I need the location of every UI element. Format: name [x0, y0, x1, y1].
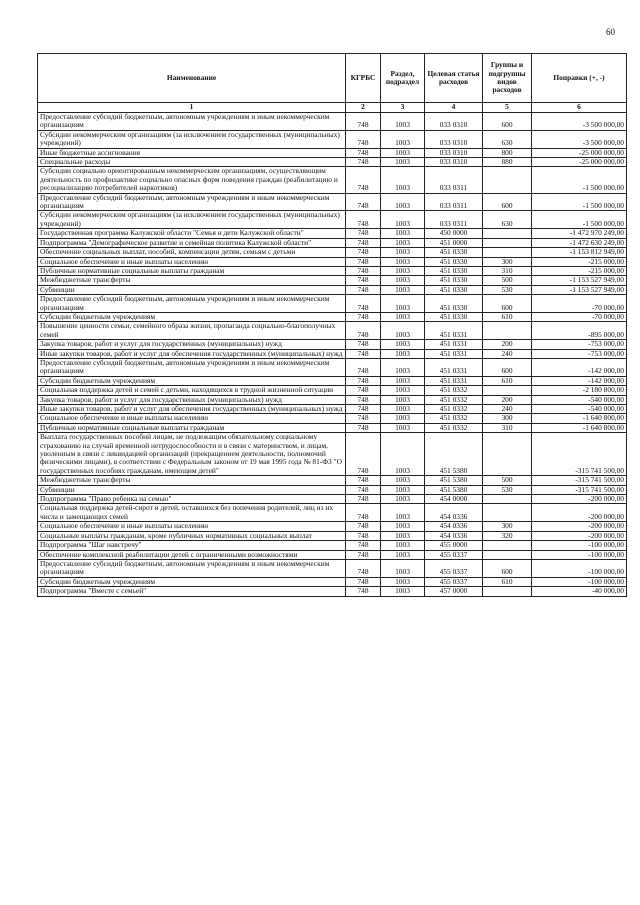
row-amount: -2 180 800,00: [532, 386, 627, 395]
row-name: Подпрограмма "Демографическое развитие и семейная политика Калужской области": [38, 238, 346, 247]
row-amount: -1 153 527 949,00: [532, 276, 627, 285]
row-expense-group: 500: [483, 276, 532, 285]
row-target-article: 454 0336: [425, 522, 483, 531]
row-target-article: 454 0336: [425, 531, 483, 540]
row-target-article: 451 0332: [425, 423, 483, 432]
row-razdel: 1003: [381, 577, 425, 586]
row-amount: -100 000,00: [532, 550, 627, 559]
row-expense-group: [483, 238, 532, 247]
table-row: [38, 541, 627, 550]
row-kgrbs: 748: [346, 193, 381, 211]
row-amount: -142 000,00: [532, 358, 627, 376]
row-expense-group: 610: [483, 577, 532, 586]
column-number: 5: [483, 103, 532, 113]
row-name: Предоставление субсидий бюджетным, автономным учреждениям и иным некоммерческим организациям: [38, 113, 346, 131]
row-expense-group: 530: [483, 285, 532, 294]
row-expense-group: 200: [483, 340, 532, 349]
row-razdel: 1003: [381, 405, 425, 414]
row-amount: -1 472 970 249,00: [532, 229, 627, 238]
row-kgrbs: 748: [346, 531, 381, 540]
row-target-article: 451 0330: [425, 285, 483, 294]
row-expense-group: [483, 248, 532, 257]
row-expense-group: 630: [483, 130, 532, 148]
table-row: [38, 358, 627, 376]
row-expense-group: 320: [483, 531, 532, 540]
row-kgrbs: 748: [346, 158, 381, 167]
page-number: 60: [606, 27, 615, 37]
row-expense-group: 300: [483, 522, 532, 531]
row-amount: -25 000 000,00: [532, 158, 627, 167]
row-razdel: 1003: [381, 504, 425, 522]
row-target-article: 451 0330: [425, 295, 483, 313]
row-kgrbs: 748: [346, 257, 381, 266]
row-kgrbs: 748: [346, 476, 381, 485]
row-razdel: 1003: [381, 167, 425, 193]
row-amount: -1 153 812 949,00: [532, 248, 627, 257]
row-kgrbs: 748: [346, 229, 381, 238]
table-row: [38, 322, 627, 340]
row-expense-group: 240: [483, 405, 532, 414]
row-expense-group: 310: [483, 423, 532, 432]
row-razdel: 1003: [381, 414, 425, 423]
row-kgrbs: 748: [346, 148, 381, 157]
row-kgrbs: 748: [346, 376, 381, 385]
row-amount: -540 000,00: [532, 405, 627, 414]
column-number: 1: [38, 103, 346, 113]
row-razdel: 1003: [381, 295, 425, 313]
row-kgrbs: 748: [346, 349, 381, 358]
table-row: [38, 193, 627, 211]
row-name: Социальное обеспечение и иные выплаты населению: [38, 414, 346, 423]
row-kgrbs: 748: [346, 248, 381, 257]
row-name: Публичные нормативные социальные выплаты гражданам: [38, 423, 346, 432]
row-kgrbs: 748: [346, 276, 381, 285]
row-name: Закупка товаров, работ и услуг для государственных (муниципальных) нужд: [38, 395, 346, 404]
row-name: Субсидии бюджетным учреждениям: [38, 376, 346, 385]
row-target-article: 451 5380: [425, 485, 483, 494]
row-amount: -1 640 800,00: [532, 423, 627, 432]
table-row: [38, 276, 627, 285]
row-amount: -200 000,00: [532, 495, 627, 504]
row-kgrbs: 748: [346, 130, 381, 148]
row-expense-group: 880: [483, 158, 532, 167]
row-target-article: 033 0311: [425, 193, 483, 211]
row-name: Предоставление субсидий бюджетным, автономным учреждениям и иным некоммерческим организациям: [38, 358, 346, 376]
row-razdel: 1003: [381, 349, 425, 358]
row-target-article: 455 0337: [425, 577, 483, 586]
row-razdel: 1003: [381, 248, 425, 257]
row-name: Социальная поддержка детей-сирот и детей, оставшихся без попечения родителей, лиц из их числа и замещающих семей: [38, 504, 346, 522]
row-target-article: 033 0310: [425, 130, 483, 148]
row-kgrbs: 748: [346, 414, 381, 423]
row-name: Субсидии социально ориентированным некоммерческим организациям, осуществляющим деятельность по профилактике социально опасных форм поведения граждан (реабилитацию и ресоциализацию потребителей наркотиков): [38, 167, 346, 193]
table-row: [38, 167, 627, 193]
row-name: Субвенции: [38, 285, 346, 294]
row-razdel: 1003: [381, 559, 425, 577]
row-razdel: 1003: [381, 158, 425, 167]
row-expense-group: [483, 541, 532, 550]
row-expense-group: [483, 550, 532, 559]
row-expense-group: 300: [483, 257, 532, 266]
row-name: Обеспечение комплексной реабилитации детей с ограниченными возможностями: [38, 550, 346, 559]
row-kgrbs: 748: [346, 541, 381, 550]
row-target-article: 451 0332: [425, 386, 483, 395]
row-razdel: 1003: [381, 340, 425, 349]
row-kgrbs: 748: [346, 386, 381, 395]
row-name: Выплата государственных пособий лицам, не подлежащим обязательному социальному страхованию на случай временной нетрудоспособности и в связи с материнством, и лицам, уволенным в связи с ликвидацией организаций (прекращением деятельности, полномочий физическими лицами), в соответствии с Федеральным законом от 19 мая 1995 года № 81-ФЗ "О государственных пособиях гражданам, имеющим детей": [38, 433, 346, 476]
row-name: Специальные расходы: [38, 158, 346, 167]
table-row: [38, 248, 627, 257]
row-kgrbs: 748: [346, 211, 381, 229]
row-razdel: 1003: [381, 312, 425, 321]
row-target-article: 033 0311: [425, 167, 483, 193]
row-razdel: 1003: [381, 322, 425, 340]
row-razdel: 1003: [381, 358, 425, 376]
row-kgrbs: 748: [346, 340, 381, 349]
row-razdel: 1003: [381, 257, 425, 266]
row-razdel: 1003: [381, 587, 425, 596]
row-amount: -215 000,00: [532, 266, 627, 275]
row-amount: -753 000,00: [532, 340, 627, 349]
row-expense-group: [483, 386, 532, 395]
row-target-article: 451 0331: [425, 376, 483, 385]
row-target-article: 450 0000: [425, 229, 483, 238]
row-name: Социальное обеспечение и иные выплаты населению: [38, 257, 346, 266]
header-razdel: Раздел, подраздел: [381, 54, 425, 103]
row-amount: -100 000,00: [532, 541, 627, 550]
row-amount: -200 000,00: [532, 504, 627, 522]
row-target-article: 451 0332: [425, 405, 483, 414]
row-target-article: 451 0330: [425, 276, 483, 285]
row-target-article: 033 0310: [425, 113, 483, 131]
row-kgrbs: 748: [346, 167, 381, 193]
row-expense-group: 610: [483, 376, 532, 385]
row-target-article: 454 0336: [425, 504, 483, 522]
row-name: Государственная программа Калужской области "Семья и дети Калужской области": [38, 229, 346, 238]
row-kgrbs: 748: [346, 358, 381, 376]
row-amount: -3 500 000,00: [532, 130, 627, 148]
row-name: Межбюджетные трансферты: [38, 276, 346, 285]
row-target-article: 455 0337: [425, 559, 483, 577]
row-razdel: 1003: [381, 193, 425, 211]
table-row: [38, 433, 627, 476]
row-kgrbs: 748: [346, 295, 381, 313]
header-target-article: Целевая статья расходов: [425, 54, 483, 103]
row-razdel: 1003: [381, 148, 425, 157]
row-name: Публичные нормативные социальные выплаты гражданам: [38, 266, 346, 275]
row-kgrbs: 748: [346, 405, 381, 414]
table-row: [38, 148, 627, 157]
row-razdel: 1003: [381, 238, 425, 247]
column-number: 6: [532, 103, 627, 113]
header-expense-group: Группы и подгруппы видов расходов: [483, 54, 532, 103]
table-header-row: [38, 54, 627, 103]
row-expense-group: 240: [483, 349, 532, 358]
row-amount: -1 500 000,00: [532, 167, 627, 193]
row-name: Подпрограмма "Шаг навстречу": [38, 541, 346, 550]
row-kgrbs: 748: [346, 522, 381, 531]
row-expense-group: [483, 495, 532, 504]
row-expense-group: 600: [483, 559, 532, 577]
row-target-article: 451 5380: [425, 433, 483, 476]
header-amendments: Поправки (+, -): [532, 54, 627, 103]
row-razdel: 1003: [381, 276, 425, 285]
row-kgrbs: 748: [346, 113, 381, 131]
row-razdel: 1003: [381, 386, 425, 395]
row-kgrbs: 748: [346, 238, 381, 247]
row-target-article: 451 0330: [425, 248, 483, 257]
row-target-article: 033 0310: [425, 158, 483, 167]
row-expense-group: 600: [483, 295, 532, 313]
row-kgrbs: 748: [346, 312, 381, 321]
column-number-row: [38, 103, 627, 113]
row-razdel: 1003: [381, 433, 425, 476]
row-kgrbs: 748: [346, 266, 381, 275]
row-amount: -100 000,00: [532, 559, 627, 577]
row-target-article: 033 0311: [425, 211, 483, 229]
row-razdel: 1003: [381, 485, 425, 494]
row-name: Предоставление субсидий бюджетным, автономным учреждениям и иным некоммерческим организациям: [38, 193, 346, 211]
table-row: [38, 113, 627, 131]
table-row: [38, 130, 627, 148]
row-razdel: 1003: [381, 130, 425, 148]
row-razdel: 1003: [381, 266, 425, 275]
row-amount: -1 500 000,00: [532, 211, 627, 229]
row-expense-group: [483, 322, 532, 340]
row-amount: -315 741 500,00: [532, 433, 627, 476]
row-amount: -540 000,00: [532, 395, 627, 404]
row-razdel: 1003: [381, 376, 425, 385]
row-kgrbs: 748: [346, 322, 381, 340]
row-target-article: 451 0000: [425, 238, 483, 247]
row-name: Иные бюджетные ассигнования: [38, 148, 346, 157]
column-number: 2: [346, 103, 381, 113]
column-number: 4: [425, 103, 483, 113]
row-amount: -25 000 000,00: [532, 148, 627, 157]
row-razdel: 1003: [381, 113, 425, 131]
row-amount: -1 640 800,00: [532, 414, 627, 423]
row-name: Социальные выплаты гражданам, кроме публичных нормативных социальных выплат: [38, 531, 346, 540]
row-amount: -200 000,00: [532, 522, 627, 531]
row-expense-group: [483, 433, 532, 476]
budget-amendments-table: [37, 53, 627, 597]
table-row: [38, 476, 627, 485]
row-kgrbs: 748: [346, 485, 381, 494]
row-target-article: 455 0337: [425, 550, 483, 559]
row-amount: -70 000,00: [532, 312, 627, 321]
row-name: Предоставление субсидий бюджетным, автономным учреждениям и иным некоммерческим организациям: [38, 559, 346, 577]
row-name: Иные закупки товаров, работ и услуг для обеспечения государственных (муниципальных) нужд: [38, 349, 346, 358]
table-row: [38, 522, 627, 531]
row-target-article: 451 0331: [425, 349, 483, 358]
row-amount: -215 000,00: [532, 257, 627, 266]
row-kgrbs: 748: [346, 495, 381, 504]
row-kgrbs: 748: [346, 423, 381, 432]
table-row: [38, 550, 627, 559]
row-amount: -895 000,00: [532, 322, 627, 340]
row-target-article: 451 0331: [425, 340, 483, 349]
row-kgrbs: 748: [346, 433, 381, 476]
row-expense-group: [483, 504, 532, 522]
row-kgrbs: 748: [346, 550, 381, 559]
row-amount: -70 000,00: [532, 295, 627, 313]
table-row: [38, 559, 627, 577]
table-row: [38, 386, 627, 395]
row-expense-group: 600: [483, 113, 532, 131]
header-kgrbs: КГРБС: [346, 54, 381, 103]
row-target-article: 451 0330: [425, 312, 483, 321]
row-razdel: 1003: [381, 541, 425, 550]
row-target-article: 033 0310: [425, 148, 483, 157]
row-kgrbs: 748: [346, 504, 381, 522]
row-amount: -315 741 500,00: [532, 476, 627, 485]
table-row: [38, 295, 627, 313]
row-name: Подпрограмма "Вместе с семьей": [38, 587, 346, 596]
row-amount: -1 153 527 949,00: [532, 285, 627, 294]
row-target-article: 455 0000: [425, 541, 483, 550]
row-expense-group: 630: [483, 211, 532, 229]
table-row: [38, 587, 627, 596]
row-expense-group: [483, 167, 532, 193]
row-name: Субсидии некоммерческим организациям (за исключением государственных (муниципальных) учреждений): [38, 130, 346, 148]
row-name: Межбюджетные трансферты: [38, 476, 346, 485]
table-row: [38, 257, 627, 266]
row-name: Субсидии бюджетным учреждениям: [38, 312, 346, 321]
row-kgrbs: 748: [346, 395, 381, 404]
row-target-article: 451 0332: [425, 395, 483, 404]
row-razdel: 1003: [381, 550, 425, 559]
row-amount: -100 000,00: [532, 577, 627, 586]
row-name: Социальное обеспечение и иные выплаты населению: [38, 522, 346, 531]
row-target-article: 451 5380: [425, 476, 483, 485]
row-target-article: 451 0330: [425, 257, 483, 266]
row-target-article: 451 0332: [425, 414, 483, 423]
row-target-article: 451 0331: [425, 322, 483, 340]
row-expense-group: 500: [483, 476, 532, 485]
row-razdel: 1003: [381, 229, 425, 238]
column-number: 3: [381, 103, 425, 113]
table-row: [38, 340, 627, 349]
row-amount: -142 000,00: [532, 376, 627, 385]
row-amount: -3 500 000,00: [532, 113, 627, 131]
header-name: Наименование: [38, 54, 346, 103]
row-expense-group: 310: [483, 266, 532, 275]
row-razdel: 1003: [381, 211, 425, 229]
row-name: Субвенции: [38, 485, 346, 494]
row-kgrbs: 748: [346, 577, 381, 586]
table-row: [38, 414, 627, 423]
row-expense-group: 300: [483, 414, 532, 423]
row-name: Повышение ценности семьи, семейного образа жизни, пропаганда социально-благополучных семей: [38, 322, 346, 340]
row-expense-group: [483, 229, 532, 238]
row-razdel: 1003: [381, 531, 425, 540]
row-kgrbs: 748: [346, 559, 381, 577]
row-target-article: 457 0000: [425, 587, 483, 596]
table-row: [38, 504, 627, 522]
row-expense-group: 200: [483, 395, 532, 404]
row-expense-group: 600: [483, 193, 532, 211]
row-name: Обеспечение социальных выплат, пособий, компенсации детям, семьям с детьми: [38, 248, 346, 257]
row-razdel: 1003: [381, 285, 425, 294]
row-expense-group: 610: [483, 312, 532, 321]
row-expense-group: 600: [483, 358, 532, 376]
row-name: Субсидии некоммерческим организациям (за исключением государственных (муниципальных) учреждений): [38, 211, 346, 229]
row-expense-group: [483, 587, 532, 596]
row-amount: -40 000,00: [532, 587, 627, 596]
table-row: [38, 211, 627, 229]
row-amount: -753 000,00: [532, 349, 627, 358]
row-name: Социальная поддержка детей и семей с детьми, находящихся в трудной жизненной ситуации: [38, 386, 346, 395]
row-amount: -200 000,00: [532, 531, 627, 540]
row-razdel: 1003: [381, 495, 425, 504]
row-amount: -1 500 000,00: [532, 193, 627, 211]
row-name: Подпрограмма "Право ребенка на семью": [38, 495, 346, 504]
row-kgrbs: 748: [346, 285, 381, 294]
row-name: Закупка товаров, работ и услуг для государственных (муниципальных) нужд: [38, 340, 346, 349]
row-target-article: 454 0000: [425, 495, 483, 504]
row-expense-group: 800: [483, 148, 532, 157]
row-name: Предоставление субсидий бюджетным, автономным учреждениям и иным некоммерческим организациям: [38, 295, 346, 313]
row-expense-group: 530: [483, 485, 532, 494]
row-amount: -1 472 630 249,00: [532, 238, 627, 247]
row-razdel: 1003: [381, 522, 425, 531]
row-kgrbs: 748: [346, 587, 381, 596]
row-target-article: 451 0330: [425, 266, 483, 275]
row-target-article: 451 0331: [425, 358, 483, 376]
row-amount: -315 741 500,00: [532, 485, 627, 494]
table-row: [38, 229, 627, 238]
row-razdel: 1003: [381, 423, 425, 432]
row-name: Субсидии бюджетным учреждениям: [38, 577, 346, 586]
row-razdel: 1003: [381, 395, 425, 404]
row-razdel: 1003: [381, 476, 425, 485]
row-name: Иные закупки товаров, работ и услуг для обеспечения государственных (муниципальных) нужд: [38, 405, 346, 414]
